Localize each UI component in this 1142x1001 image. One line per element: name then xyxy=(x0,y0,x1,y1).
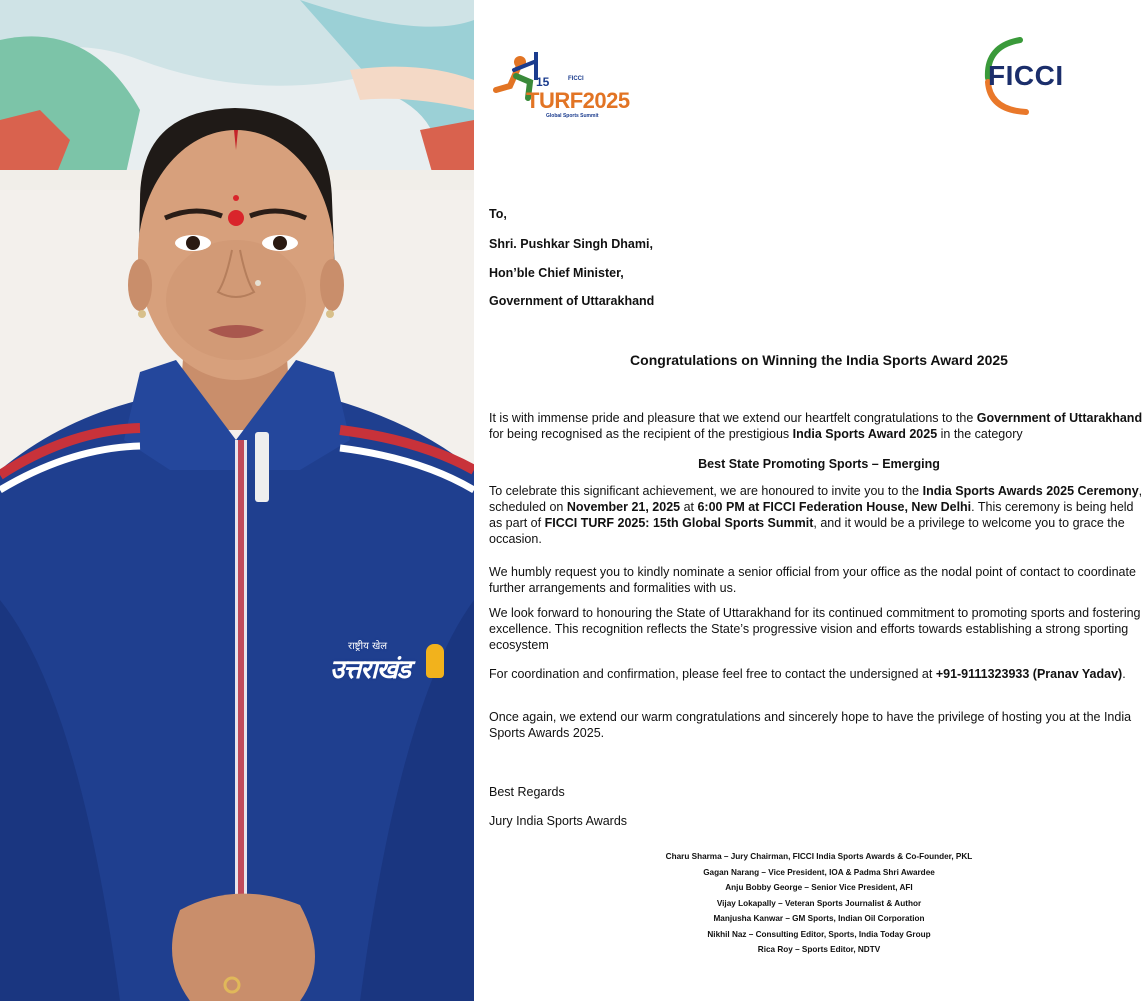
p2-text-g: . This ceremony is being held as part of xyxy=(489,500,1134,530)
jury-member: Manjusha Kanwar – GM Sports, Indian Oil Corporation xyxy=(713,914,925,923)
paragraph-1 xyxy=(489,410,1142,442)
paragraph-4: We look forward to honouring the State of Uttarakhand for its continued commitment to promoting sports and fostering excellence. This recognition reflects the State’s progressive vision and efforts towards establishing a strong sporting ecosystem xyxy=(489,606,1141,652)
p5-text-a: For coordination and confirmation, please feel free to contact the undersigned at xyxy=(489,667,936,681)
p2-text-e: at xyxy=(680,500,698,514)
turf-subtitle: Global Sports Summit xyxy=(546,113,599,119)
person-figure xyxy=(0,0,474,1001)
paragraph-5 xyxy=(489,666,1142,682)
p1-bold-award: India Sports Award 2025 xyxy=(792,427,938,441)
jury-list xyxy=(474,849,1142,958)
jury-member: Charu Sharma – Jury Chairman, FICCI India Sports Awards & Co-Founder, PKL xyxy=(665,852,973,861)
turf-ficci-label: FICCI xyxy=(568,76,584,82)
p1-text-c: for being recognised as the recipient of the prestigious xyxy=(489,427,793,441)
letter-document xyxy=(474,0,1142,1001)
jacket-logo-text: उत्तराखंड xyxy=(330,655,410,685)
p2-bold-date: November 21, 2025 xyxy=(566,500,681,514)
jury-member: Nikhil Naz – Consulting Editor, Sports, India Today Group xyxy=(707,929,931,939)
p5-bold-contact: +91-9111323933 (Pranav Yadav) xyxy=(935,667,1123,681)
closing: Best Regards xyxy=(489,785,565,799)
p1-bold-org: Government of Uttarakhand xyxy=(976,411,1142,425)
salutation: To, xyxy=(489,207,507,221)
p1-text-a: It is with immense pride and pleasure that we extend our heartfelt congratulations to the xyxy=(489,411,977,425)
p2-bold-ceremony: India Sports Awards 2025 Ceremony xyxy=(922,484,1139,498)
jury-member: Gagan Narang – Vice President, IOA & Padma Shri Awardee xyxy=(703,867,935,877)
paragraph-2 xyxy=(489,483,1142,547)
subject-line: Congratulations on Winning the India Sports Award 2025 xyxy=(630,352,1008,368)
p2-text-a: To celebrate this significant achievement, we are honoured to invite you to the xyxy=(489,484,923,498)
turf-edition: 15 xyxy=(536,75,550,89)
jury-member: Rica Roy – Sports Editor, NDTV xyxy=(757,945,881,954)
signature: Jury India Sports Awards xyxy=(489,814,628,828)
turf-2025-logo xyxy=(490,52,630,124)
turf-name: TURF2025 xyxy=(526,88,630,113)
p1-text-e: in the category xyxy=(937,427,1023,441)
mascot-icon xyxy=(426,644,444,678)
p2-bold-venue: 6:00 PM at FICCI Federation House, New Delhi xyxy=(697,500,972,514)
p2-text-c: , scheduled on xyxy=(489,484,1142,514)
p2-text-i: , and it would be a privilege to welcome you to grace the occasion. xyxy=(489,516,1125,546)
paragraph-3: We humbly request you to kindly nominate a senior official from your office as the nodal point of contact to coordinate further arrangements and formalities with us. xyxy=(489,565,1136,595)
recipient-name: Shri. Pushkar Singh Dhami, xyxy=(489,237,653,251)
portrait-photo xyxy=(0,0,474,1001)
jacket-logo xyxy=(330,641,450,690)
jury-member: Vijay Lokapally – Veteran Sports Journalist & Author xyxy=(716,898,922,908)
p2-bold-summit: FICCI TURF 2025: 15th Global Sports Summit xyxy=(544,516,814,530)
award-category: Best State Promoting Sports – Emerging xyxy=(698,457,940,471)
jury-member: Anju Bobby George – Senior Vice President, AFI xyxy=(725,883,913,892)
ficci-name: FICCI xyxy=(988,60,1064,91)
recipient-org: Government of Uttarakhand xyxy=(489,294,655,308)
jacket-logo-subtext: राष्ट्रीय खेल xyxy=(348,641,388,652)
paragraph-6: Once again, we extend our warm congratulations and sincerely hope to have the privilege of hosting you at the India Sports Awards 2025. xyxy=(489,710,1132,740)
recipient-title: Hon’ble Chief Minister, xyxy=(489,266,624,280)
p5-text-c: . xyxy=(1122,667,1126,681)
